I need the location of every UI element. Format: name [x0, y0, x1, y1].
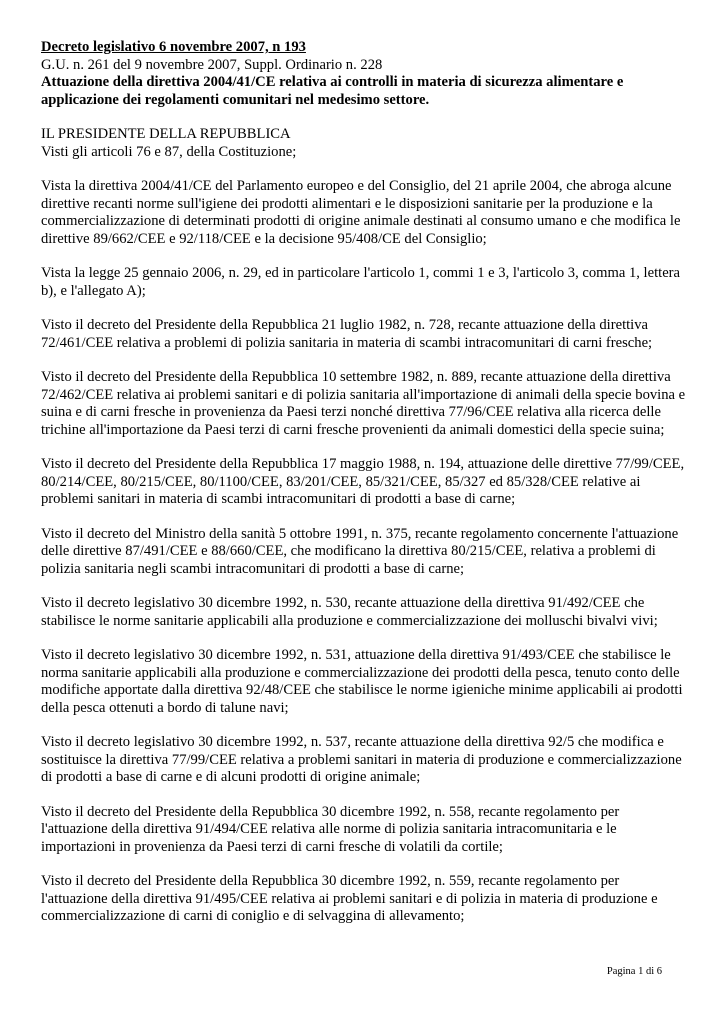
- paragraph: Visti gli articoli 76 e 87, della Costituzione;: [41, 143, 297, 160]
- gazette-reference: G.U. n. 261 del 9 novembre 2007, Suppl. Ordinario n. 228: [41, 56, 383, 73]
- document-subject: Attuazione della direttiva 2004/41/CE relativa ai controlli in materia di sicurezza alimentare e applicazione dei regolamenti comunitari nel medesimo settore.: [41, 74, 624, 108]
- document-header: [41, 39, 689, 109]
- president-heading: IL PRESIDENTE DELLA REPUBBLICA: [41, 126, 291, 142]
- paragraph: Visto il decreto legislativo 30 dicembre 1992, n. 531, attuazione della direttiva 91/493/CEE che stabilisce le norma sanitarie applicabili alla produzione e commercializzazione dei prodotti della pesca, tenuto conto delle modifiche apportate dalla direttiva 92/48/CEE che stabilisce le norme igieniche minime applicabili ai prodotti della pesca ottenuti a bordo di talune navi;: [41, 647, 683, 716]
- document-title: Decreto legislativo 6 novembre 2007, n 193: [41, 39, 306, 55]
- paragraph: Visto il decreto legislativo 30 dicembre 1992, n. 537, recante attuazione della direttiva 92/5 che modifica e sostituisce la direttiva 77/99/CEE relativa a problemi sanitari in materia di produzione e commercializzazione di prodotti a base di carne e di alcuni prodotti di origine animale;: [41, 734, 682, 785]
- paragraph: Visto il decreto del Presidente della Repubblica 30 dicembre 1992, n. 558, recante regolamento per l'attuazione della direttiva 91/494/CEE relativa alle norme di polizia sanitaria intracomunitaria e le importazioni in provenienza da Paesi terzi di carni fresche di volatili da cortile;: [41, 803, 620, 855]
- paragraph: Visto il decreto legislativo 30 dicembre 1992, n. 530, recante attuazione della direttiva 91/492/CEE che stabilisce le norme sanitarie applicabili alla produzione e commercializzazione dei molluschi bivalvi vivi;: [41, 595, 658, 629]
- paragraph: Visto il decreto del Presidente della Repubblica 10 settembre 1982, n. 889, recante attuazione della direttiva 72/462/CEE relativa ai problemi sanitari e di polizia sanitaria all'importazione di animali della specie bovina e suina e di carni fresche in provenienza da Paesi terzi nonché direttiva 77/96/CEE relativa alla ricerca delle trichine all'importazione da Paesi terzi di carni fresche provenienti da animali domestici della specie suina;: [41, 369, 686, 438]
- paragraph: Vista la legge 25 gennaio 2006, n. 29, ed in particolare l'articolo 1, commi 1 e 3, l'articolo 3, comma 1, lettera b), e l'allegato A);: [41, 265, 681, 299]
- page-number: Pagina 1 di 6: [606, 966, 662, 977]
- paragraph: Visto il decreto del Presidente della Repubblica 17 maggio 1988, n. 194, attuazione delle direttive 77/99/CEE, 80/214/CEE, 80/215/CEE, 80/1100/CEE, 83/201/CEE, 85/321/CEE, 85/327 ed 85/328/CEE relative ai problemi sanitari in materia di scambi intracomunitari di prodotti a base di carne;: [41, 456, 685, 507]
- paragraph: Vista la direttiva 2004/41/CE del Parlamento europeo e del Consiglio, del 21 aprile 2004, che abroga alcune direttive recanti norme sull'igiene dei prodotti alimentari e le disposizioni sanitarie per la produzione e la commercializzazione di determinati prodotti di origine animale destinati al consumo umano e che modifica le direttive 89/662/CEE e 92/118/CEE e la decisione 95/408/CE del Consiglio;: [41, 178, 681, 247]
- paragraph: Visto il decreto del Ministro della sanità 5 ottobre 1991, n. 375, recante regolamento concernente l'attuazione delle direttive 87/491/CEE e 88/660/CEE, che modificano la direttiva 80/215/CEE, relativa a problemi di polizia sanitaria negli scambi intracomunitari di prodotti a base di carne;: [41, 525, 679, 577]
- paragraph: Visto il decreto del Presidente della Repubblica 30 dicembre 1992, n. 559, recante regolamento per l'attuazione della direttiva 91/495/CEE relativa ai problemi sanitari e di polizia in materia di produzione e commercializzazione di carni di coniglio e di selvaggina di allevamento;: [41, 873, 658, 924]
- paragraph: Visto il decreto del Presidente della Repubblica 21 luglio 1982, n. 728, recante attuazione della direttiva 72/461/CEE relativa a problemi di polizia sanitaria in materia di scambi intracomunitari di carni fresche;: [41, 317, 653, 351]
- document-page: [41, 39, 689, 943]
